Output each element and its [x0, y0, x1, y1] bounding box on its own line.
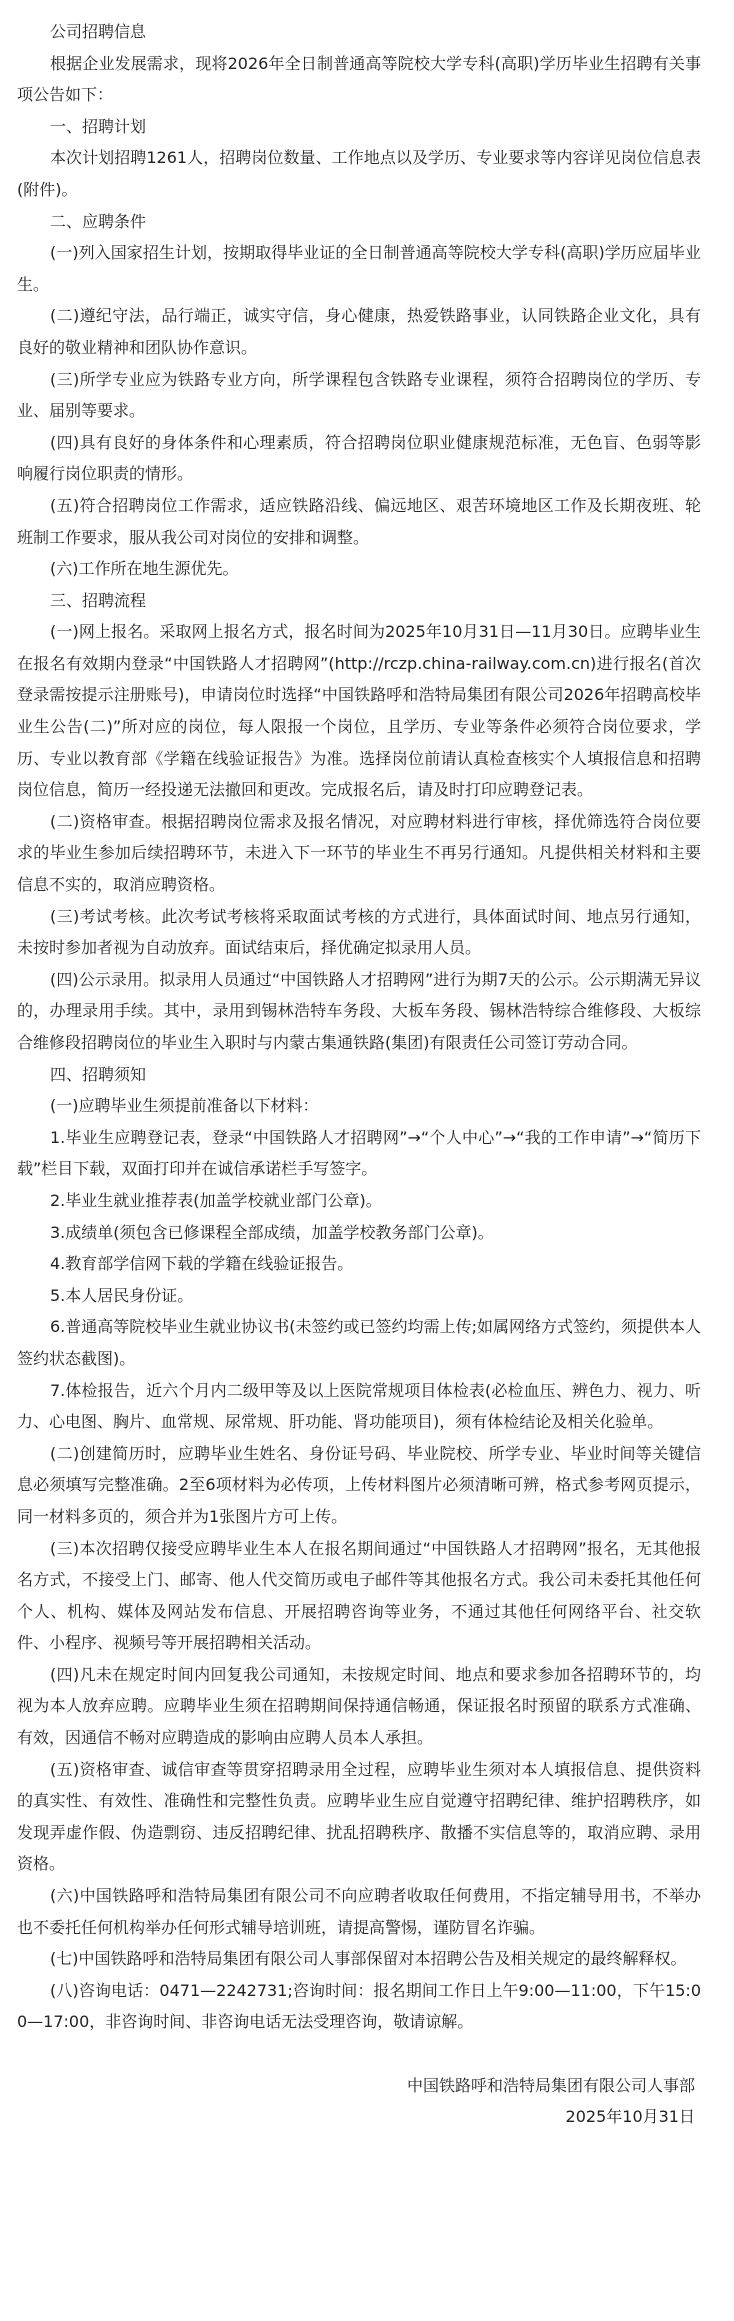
notes-item: (七)中国铁路呼和浩特局集团有限公司人事部保留对本招聘公告及相关规定的最终解释权。	[50, 1949, 687, 1969]
material-item: 1.毕业生应聘登记表，登录“中国铁路人才招聘网”→“个人中心”→“我的工作申请”→“简历下载”栏目下载，双面打印并在诚信承诺栏手写签字。	[17, 1127, 701, 1179]
material-item: 7.体检报告，近六个月内二级甲等及以上医院常规项目体检表(必检血压、辨色力、视力、听力、心电图、胸片、血常规、尿常规、肝功能、肾功能项目)，须有体检结论及相关化验单。	[17, 1380, 701, 1432]
process-item: (二)资格审查。根据招聘岗位需求及报名情况，对应聘材料进行审核，择优筛选符合岗位要求的毕业生参加后续招聘环节，未进入下一环节的毕业生不再另行通知。凡提供相关材料和主要信息不实的，取消应聘资格。	[17, 811, 701, 895]
notes-item: (五)资格审查、诚信审查等贯穿招聘录用全过程，应聘毕业生须对本人填报信息、提供资料的真实性、有效性、准确性和完整性负责。应聘毕业生应自觉遵守招聘纪律、维护招聘秩序，如发现弄虚作假、伪造剽窃、违反招聘纪律、扰乱招聘秩序、散播不实信息等的，取消应聘、录用资格。	[17, 1759, 701, 1874]
process-online-signup	[17, 616, 701, 806]
material-item: 4.教育部学信网下载的学籍在线验证报告。	[50, 1254, 354, 1274]
condition-item: (六)工作所在地生源优先。	[50, 559, 239, 579]
notes-item: (三)本次招聘仅接受应聘毕业生本人在报名期间通过“中国铁路人才招聘网”报名，无其他报名方式，不接受上门、邮寄、他人代交简历或电子邮件等其他报名方式。我公司未委托其他任何个人、机构、媒体及网站发布信息、开展招聘咨询等业务，不通过其他任何网络平台、社交软件、小程序、视频号等开展招聘相关活动。	[17, 1538, 701, 1653]
process-item: (三)考试考核。此次考试考核将采取面试考核的方式进行，具体面试时间、地点另行通知，未按时参加者视为自动放弃。面试结束后，择优确定拟录用人员。	[17, 906, 701, 958]
section-heading-conditions: 二、应聘条件	[50, 211, 147, 231]
signature-organization: 中国铁路呼和浩特局集团有限公司人事部	[406, 2075, 695, 2095]
intro-paragraph: 根据企业发展需求，现将2026年全日制普通高等院校大学专科(高职)学历毕业生招聘有关事项公告如下：	[17, 53, 701, 105]
condition-item: (四)具有良好的身体条件和心理素质，符合招聘岗位职业健康规范标准，无色盲、色弱等影响履行岗位职责的情形。	[17, 432, 701, 484]
notice-title: 公司招聘信息	[50, 22, 147, 41]
condition-item: (二)遵纪守法，品行端正，诚实守信，身心健康，热爱铁路事业，认同铁路企业文化，具有良好的敬业精神和团队协作意识。	[17, 306, 701, 357]
material-item: 5.本人居民身份证。	[50, 1285, 194, 1305]
recruitment-notice	[17, 16, 701, 2133]
online-signup-text-before: (一)网上报名。采取网上报名方式，报名时间为2025年10月31日—11月30日。应聘毕业生在报名有效期内登录“中国铁路人才招聘网”(	[17, 622, 701, 673]
recruitment-site-link[interactable]: http://rczp.china-railway.com.cn	[334, 653, 591, 673]
condition-item: (五)符合招聘岗位工作需求，适应铁路沿线、偏远地区、艰苦环境地区工作及长期夜班、轮班制工作要求，服从我公司对岗位的安排和调整。	[17, 495, 701, 547]
notes-item: (六)中国铁路呼和浩特局集团有限公司不向应聘者收取任何费用，不指定辅导用书，不举办也不委托任何机构举办任何形式辅导培训班，请提高警惕，谨防冒名诈骗。	[17, 1886, 701, 1937]
section-heading-notes: 四、招聘须知	[50, 1064, 147, 1084]
material-item: 2.毕业生就业推荐表(加盖学校就业部门公章)。	[50, 1190, 382, 1210]
section-heading-plan: 一、招聘计划	[50, 116, 147, 136]
notes-item: (四)凡未在规定时间内回复我公司通知，未按规定时间、地点和要求参加各招聘环节的，均视为本人放弃应聘。应聘毕业生须在招聘期间保持通信畅通，保证报名时预留的联系方式准确、有效，因通信不畅对应聘造成的影响由应聘人员本人承担。	[17, 1664, 701, 1748]
process-item: (四)公示录用。拟录用人员通过“中国铁路人才招聘网”进行为期7天的公示。公示期满无异议的，办理录用手续。其中，录用到锡林浩特车务段、大板车务段、锡林浩特综合维修段、大板综合维修段招聘岗位的毕业生入职时与内蒙古集通铁路(集团)有限责任公司签订劳动合同。	[17, 969, 701, 1052]
plan-paragraph: 本次计划招聘1261人，招聘岗位数量、工作地点以及学历、专业要求等内容详见岗位信息表(附件)。	[17, 148, 701, 199]
materials-intro: (一)应聘毕业生须提前准备以下材料：	[50, 1096, 319, 1116]
material-item: 6.普通高等院校毕业生就业协议书(未签约或已签约均需上传;如属网络方式签约，须提供本人签约状态截图)。	[17, 1317, 701, 1368]
online-signup-text-after: )进行报名(首次登录需按提示注册账号)，申请岗位时选择“中国铁路呼和浩特局集团有限公司2026年招聘高校毕业生公告(二)”所对应的岗位，每人限报一个岗位，且学历、专业等条件必须符合岗位要求，学历、专业以教育部《学籍在线验证报告》为准。选择岗位前请认真检查核实个人填报信息和招聘岗位信息，简历一经投递无法撤回和更改。完成报名后，请及时打印应聘登记表。	[17, 653, 701, 800]
material-item: 3.成绩单(须包含已修课程全部成绩，加盖学校教务部门公章)。	[50, 1222, 494, 1242]
condition-item: (三)所学专业应为铁路专业方向，所学课程包含铁路专业课程，须符合招聘岗位的学历、专业、届别等要求。	[17, 369, 701, 421]
condition-item: (一)列入国家招生计划，按期取得毕业证的全日制普通高等院校大学专科(高职)学历应届毕业生。	[17, 243, 701, 294]
notes-item-contact: (八)咨询电话：0471—2242731;咨询时间：报名期间工作日上午9:00—11:00，下午15:00—17:00，非咨询时间、非咨询电话无法受理咨询，敬请谅解。	[17, 1980, 701, 2032]
notes-item: (二)创建简历时，应聘毕业生姓名、身份证号码、毕业院校、所学专业、毕业时间等关键信息必须填写完整准确。2至6项材料为必传项，上传材料图片必须清晰可辨，格式参考网页提示，同一材料多页的，须合并为1张图片方可上传。	[17, 1443, 701, 1526]
signature-date: 2025年10月31日	[565, 2107, 695, 2127]
spacer	[17, 2038, 701, 2070]
section-heading-process: 三、招聘流程	[50, 590, 147, 610]
